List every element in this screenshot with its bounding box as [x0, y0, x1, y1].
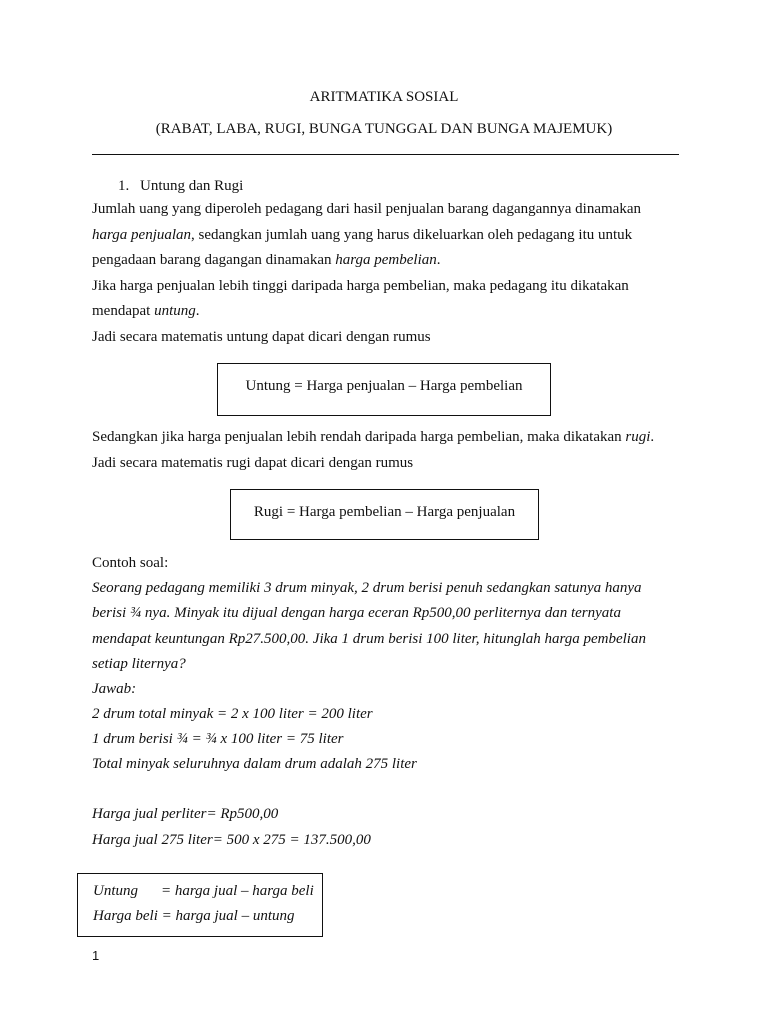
answer-line: 1 drum berisi ¾ = ¾ x 100 liter = 75 liter — [92, 731, 344, 747]
final-row1-value: = harga jual – harga beli — [161, 883, 314, 899]
page-number: 1 — [92, 948, 100, 963]
section-heading: Untung dan Rugi — [140, 178, 244, 194]
final-row1-label: Untung — [93, 883, 138, 899]
section-number: 1. — [118, 178, 130, 194]
paragraph-line — [92, 226, 632, 244]
answer-line: Harga jual 275 liter= 500 x 275 = 137.500,00 — [92, 832, 371, 848]
paragraph-text: , sedangkan jumlah uang yang harus dikeluarkan oleh pedagang itu untuk — [191, 227, 633, 243]
paragraph-text: . — [650, 429, 655, 445]
document-title: ARITMATIKA SOSIAL — [309, 89, 459, 105]
question-line: Seorang pedagang memiliki 3 drum minyak, 2 drum berisi penuh sedangkan satunya hanya — [92, 580, 642, 596]
answer-line: Total minyak seluruhnya dalam drum adalah 275 liter — [92, 756, 417, 772]
formula-rugi: Rugi = Harga pembelian – Harga penjualan — [253, 504, 516, 520]
paragraph-text: Sedangkan jika harga penjualan lebih rendah daripada harga pembelian, maka dikatakan — [92, 429, 626, 445]
formula-box-rugi — [230, 489, 539, 540]
paragraph-line: Jika harga penjualan lebih tinggi daripada harga pembelian, maka pedagang itu dikatakan — [92, 278, 629, 294]
answer-line: 2 drum total minyak = 2 x 100 liter = 200 liter — [92, 706, 373, 722]
paragraph-line — [92, 302, 199, 320]
paragraph-text: mendapat — [92, 303, 155, 319]
question-line: setiap liternya? — [92, 656, 186, 672]
formula-box-untung — [217, 363, 551, 416]
paragraph-text: . — [195, 303, 200, 319]
paragraph-line — [92, 251, 441, 269]
term-rugi: rugi — [625, 429, 651, 445]
formula-untung: Untung = Harga penjualan – Harga pembelian — [245, 378, 523, 394]
final-formula-box — [77, 873, 323, 937]
paragraph-line: Jadi secara matematis untung dapat dicari dengan rumus — [92, 329, 431, 345]
paragraph-line: Jumlah uang yang diperoleh pedagang dari hasil penjualan barang dagangannya dinamakan — [92, 201, 641, 217]
document-subtitle: (RABAT, LABA, RUGI, BUNGA TUNGGAL DAN BUNGA MAJEMUK) — [155, 121, 613, 137]
paragraph-line: Jadi secara matematis rugi dapat dicari dengan rumus — [92, 455, 414, 471]
term-untung: untung — [154, 303, 196, 319]
term-harga-penjualan: harga penjualan — [92, 227, 192, 243]
example-label: Contoh soal: — [92, 555, 169, 571]
paragraph-text: . — [436, 252, 441, 268]
term-harga-pembelian: harga pembelian — [335, 252, 437, 268]
answer-line: Harga jual perliter= Rp500,00 — [92, 806, 279, 822]
paragraph-line — [92, 428, 654, 446]
final-row2: Harga beli = harga jual – untung — [93, 908, 295, 924]
answer-label: Jawab: — [92, 681, 137, 697]
title-divider — [92, 154, 679, 155]
question-line: berisi ¾ nya. Minyak itu dijual dengan harga eceran Rp500,00 perliternya dan ternyata — [92, 605, 621, 621]
question-line: mendapat keuntungan Rp27.500,00. Jika 1 drum berisi 100 liter, hitunglah harga pembelian — [92, 631, 646, 647]
paragraph-text: pengadaan barang dagangan dinamakan — [92, 252, 336, 268]
